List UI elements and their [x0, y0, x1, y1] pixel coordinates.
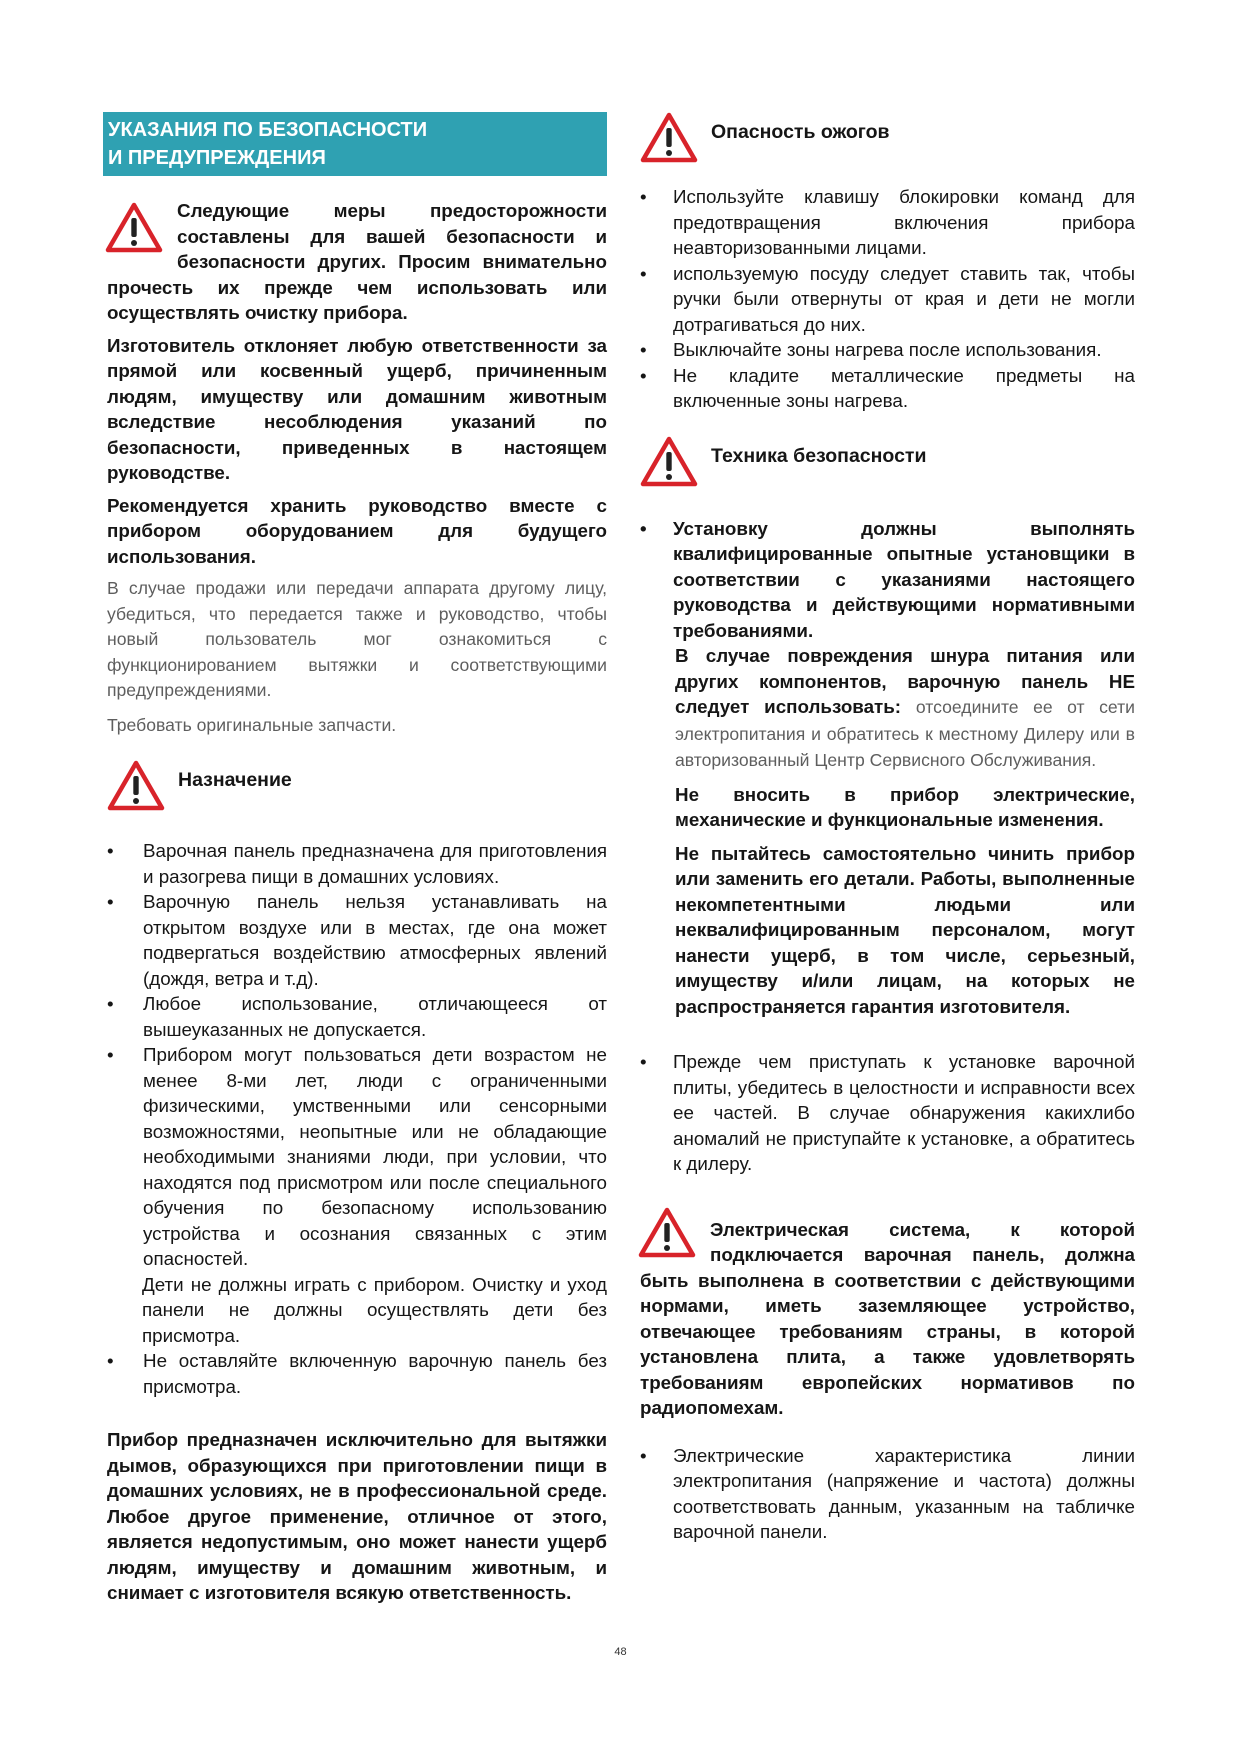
purpose-list	[107, 838, 607, 1272]
intro-warning-text: Следующие меры предосторожности составлены для вашей безопасности и безопасности других. Просим внимательно прочесть их прежде чем использовать или осуществлять очистку прибора.	[107, 200, 607, 323]
safety-heading	[640, 436, 1135, 488]
banner-title-line-2: И ПРЕДУПРЕЖДЕНИЯ	[108, 147, 326, 169]
purpose-title: Назначение	[178, 769, 292, 791]
burn-list	[640, 184, 1135, 414]
electric-block	[640, 1203, 1135, 1421]
burn-title: Опасность ожогов	[711, 121, 890, 143]
list-item: • Не оставляйте включенную варочную панель без присмотра.	[107, 1348, 607, 1399]
list-item: • Любое использование, отличающееся от вышеуказанных не допускается.	[107, 991, 607, 1042]
right-column	[640, 112, 1135, 1545]
damage-gray-text: отсоедините ее от сети электропитания и обратитесь к местному Дилеру или в авторизованный Центр Сервисного Обслуживания.	[675, 697, 1135, 770]
safety-title: Техника безопасности	[711, 444, 927, 467]
purpose-heading	[107, 760, 607, 812]
list-item: • Прибором могут пользоваться дети возрастом не менее 8-ми лет, люди с ограниченными физическими, умственными или сенсорными возможностями, неопытные или не обладающие необходимыми знаниями люди, при условии, что находятся под присмотром или после специального обучения по безопасному использованию устройства и осознания связанных с этим опасностей.	[107, 1042, 607, 1272]
electric-system-text: Электрическая система, к которой подключается варочная панель, должна быть выполнена в соответствии с действующими нормами, иметь заземляющее устройство, отвечающее требованиям страны, в которой установлена плита, а также удовлетворять требованиям европейских нормативов по радиопомехам.	[640, 1218, 1135, 1418]
install-list	[640, 1049, 1135, 1177]
list-item: • Не кладите металлические предметы на включенные зоны нагрева.	[640, 363, 1135, 414]
list-item: • Установку должны выполнять квалифицированные опытные установщики в соответствии с указаниями настоящего руководства и действующими нормативными требованиями.	[640, 516, 1135, 644]
list-item: • Используйте клавишу блокировки команд для предотвращения включения прибора неавторизованными лицами.	[640, 184, 1135, 261]
list-item: • Варочная панель предназначена для приготовления и разогрева пищи в домашних условиях.	[107, 838, 607, 889]
damage-paragraph	[675, 643, 1135, 774]
transfer-note-text: В случае продажи или передачи аппарата другому лицу, убедиться, что передается также и руководство, чтобы новый пользователь мог ознакомиться с функционированием вытяжки и соответствующими предупреждениями.	[107, 578, 607, 700]
burn-heading	[640, 112, 1135, 164]
list-item: • Электрические характеристика линии электропитания (напряжение и частота) должны соответствовать данным, указанным на табличке варочной панели.	[640, 1443, 1135, 1545]
warning-triangle-icon	[638, 1207, 696, 1259]
purpose-list-last	[107, 1348, 607, 1399]
banner-title-line-1: УКАЗАНИЯ ПО БЕЗОПАСНОСТИ	[108, 119, 428, 141]
list-item: • Выключайте зоны нагрева после использования.	[640, 337, 1135, 363]
children-note-text: Дети не должны играть с прибором. Очистку и уход панели не должны осуществлять дети без присмотра.	[142, 1273, 607, 1346]
electric-list	[640, 1443, 1135, 1545]
list-item: • используемую посуду следует ставить так, чтобы ручки были отвернуты от края и дети не могли дотрагиваться до них.	[640, 261, 1135, 338]
no-repair-text: Не пытайтесь самостоятельно чинить прибор или заменить его детали. Работы, выполненные некомпетентными людьми или неквалифицированным персоналом, могут нанести ущерб, в том числе, серьезный, имуществу и/или лицам, на которых не распространяется гарантия изготовителя.	[675, 842, 1135, 1017]
original-parts-text: Требовать оригинальные запчасти.	[107, 714, 397, 735]
intro-block	[107, 198, 607, 326]
section-banner	[103, 112, 607, 176]
warning-triangle-icon	[640, 436, 698, 488]
list-item: • Варочную панель нельзя устанавливать на открытом воздухе или в местах, где она может подвергаться воздействию атмосферных явлений (дождя, ветра и т.д).	[107, 889, 607, 991]
left-column	[107, 112, 607, 1606]
safety-list	[640, 516, 1135, 644]
warning-triangle-icon	[640, 112, 698, 164]
intended-use-text: Прибор предназначен исключительно для вытяжки дымов, образующихся при приготовлении пищи в домашних условиях, не в профессиональной среде. Любое другое применение, отличное от этого, является недопустимым, оно может нанести ущерб людям, имуществу и домашним животным, и снимает с изготовителя всякую ответственность.	[107, 1429, 607, 1603]
warning-triangle-icon	[107, 760, 165, 812]
list-item: • Прежде чем приступать к установке варочной плиты, убедитесь в целостности и исправности всех ее частей. В случае обнаружения какихлибо аномалий не приступайте к установке, а обратитесь к дилеру.	[640, 1049, 1135, 1177]
page-number: 48	[614, 1646, 627, 1658]
warning-triangle-icon	[105, 202, 163, 254]
no-changes-text: Не вносить в прибор электрические, механические и функциональные изменения.	[675, 783, 1135, 830]
manufacturer-liability-text: Изготовитель отклоняет любую ответственности за прямой или косвенный ущерб, причиненным людям, имуществу или домашним животным вследствие несоблюдения указаний по безопасности, приведенных в настоящем руководстве.	[107, 334, 607, 483]
damage-bold-text: В случае повреждения шнура питания или других компонентов, варочную панель НЕ следует использовать:	[675, 645, 1135, 717]
keep-manual-text: Рекомендуется хранить руководство вместе с прибором оборудованием для будущего использования.	[107, 494, 607, 567]
